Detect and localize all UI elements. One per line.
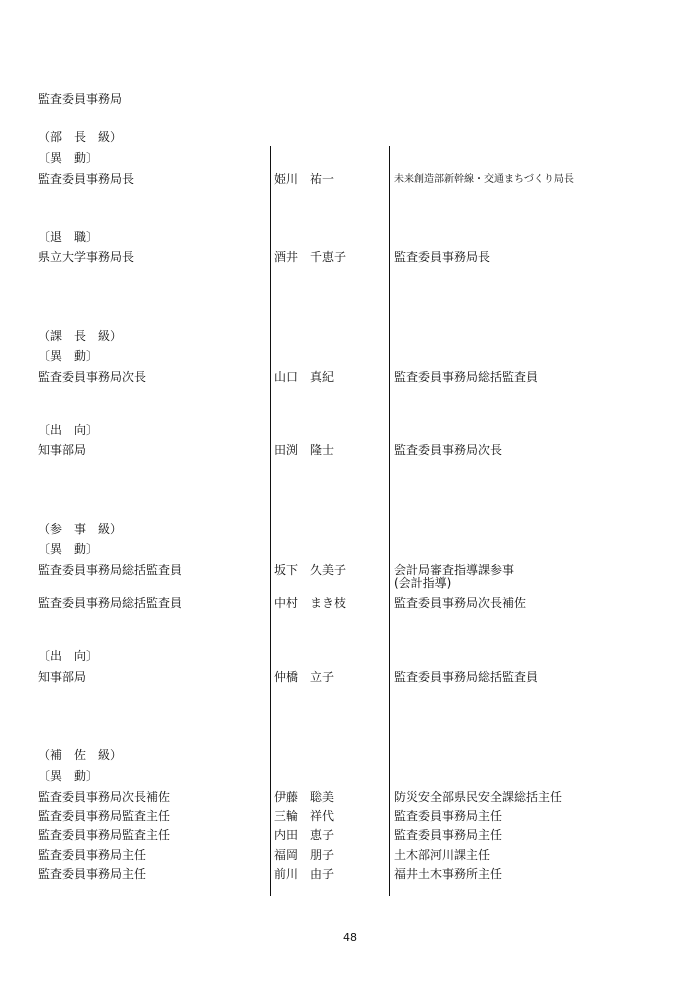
person-name: 中村 まき枝 [274,596,347,610]
new-post: 知事部局 [38,443,87,457]
old-post: 会計局審査指導課参事 [394,563,515,577]
page-number: 48 [343,931,357,944]
old-post: 監査委員事務局主任 [394,809,503,823]
old-post: 土木部河川課主任 [394,848,491,862]
old-post: 監査委員事務局長 [394,250,491,264]
person-name: 姫川 祐一 [274,172,335,186]
subheading-shukko: 〔出 向〕 [38,649,99,663]
old-post: 監査委員事務局総括監査員 [394,370,539,384]
old-post: 防災安全部県民安全課総括主任 [394,790,563,804]
person-name: 三輪 祥代 [274,809,335,823]
subheading-ido: 〔異 動〕 [38,349,99,363]
person-name: 山口 真紀 [274,370,335,384]
column-divider-left [270,146,271,896]
person-name: 内田 恵子 [274,828,335,842]
department-title: 監査委員事務局 [38,92,123,106]
new-post: 監査委員事務局総括監査員 [38,596,183,610]
subheading-ido: 〔異 動〕 [38,542,99,556]
old-post: 福井土木事務所主任 [394,867,503,881]
new-post: 監査委員事務局主任 [38,848,147,862]
grade-heading-kacho: （課 長 級） [38,329,123,343]
grade-heading-hosa: （補 佐 級） [38,748,123,762]
person-name: 福岡 朋子 [274,848,335,862]
old-post: 監査委員事務局総括監査員 [394,670,539,684]
new-post: 知事部局 [38,670,87,684]
new-post: 監査委員事務局次長補佐 [38,790,171,804]
column-divider-right [389,146,390,896]
old-post: 未来創造部新幹線・交通まちづくり局長 [394,174,574,185]
subheading-ido: 〔異 動〕 [38,151,99,165]
new-post: 監査委員事務局長 [38,172,135,186]
subheading-taishoku: 〔退 職〕 [38,230,99,244]
grade-heading-bucho: （部 長 級） [38,130,123,144]
person-name: 前川 由子 [274,867,335,881]
old-post: 監査委員事務局次長 [394,443,503,457]
person-name: 田渕 隆士 [274,443,335,457]
grade-heading-sanji: （参 事 級） [38,522,123,536]
subheading-shukko: 〔出 向〕 [38,423,99,437]
new-post: 監査委員事務局監査主任 [38,828,171,842]
person-name: 仲橋 立子 [274,670,335,684]
person-name: 坂下 久美子 [274,563,347,577]
subheading-ido: 〔異 動〕 [38,769,99,783]
new-post: 監査委員事務局主任 [38,867,147,881]
new-post: 監査委員事務局次長 [38,370,147,384]
new-post: 監査委員事務局総括監査員 [38,563,183,577]
old-post: 監査委員事務局次長補佐 [394,596,527,610]
person-name: 酒井 千恵子 [274,250,347,264]
old-post-note: (会計指導) [394,576,452,590]
new-post: 監査委員事務局監査主任 [38,809,171,823]
new-post: 県立大学事務局長 [38,250,135,264]
person-name: 伊藤 聡美 [274,790,335,804]
old-post: 監査委員事務局主任 [394,828,503,842]
